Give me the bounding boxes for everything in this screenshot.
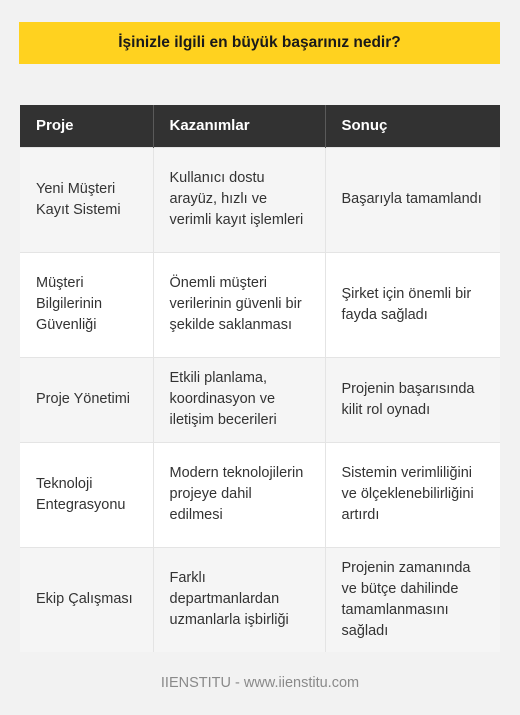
project-cell: Proje Yönetimi xyxy=(20,357,153,442)
table-header-row xyxy=(20,105,500,147)
achievements-table xyxy=(20,105,500,652)
column-header-gains: Kazanımlar xyxy=(153,105,325,147)
result-cell: Projenin zamanında ve bütçe dahilinde tamamlanmasını sağladı xyxy=(325,547,500,652)
project-cell: Ekip Çalışması xyxy=(20,547,153,652)
table-row xyxy=(20,547,500,652)
gains-cell: Önemli müşteri verilerinin güvenli bir şekilde saklanması xyxy=(153,252,325,357)
achievements-table-container xyxy=(20,105,500,652)
table-row xyxy=(20,147,500,252)
gains-cell: Modern teknolojilerin projeye dahil edilmesi xyxy=(153,442,325,547)
result-cell: Sistemin verimliliğini ve ölçeklenebilirliğini artırdı xyxy=(325,442,500,547)
gains-cell: Farklı departmanlardan uzmanlarla işbirliği xyxy=(153,547,325,652)
project-cell: Müşteri Bilgilerinin Güvenliği xyxy=(20,252,153,357)
result-cell: Şirket için önemli bir fayda sağladı xyxy=(325,252,500,357)
question-title: İşinizle ilgili en büyük başarınız nedir? xyxy=(118,34,401,51)
table-row xyxy=(20,357,500,442)
column-header-project: Proje xyxy=(20,105,153,147)
gains-cell: Kullanıcı dostu arayüz, hızlı ve verimli kayıt işlemleri xyxy=(153,147,325,252)
result-cell: Başarıyla tamamlandı xyxy=(325,147,500,252)
project-cell: Yeni Müşteri Kayıt Sistemi xyxy=(20,147,153,252)
footer-credit: IIENSTITU - www.iienstitu.com xyxy=(160,675,360,691)
table-row xyxy=(20,252,500,357)
question-banner xyxy=(19,22,500,64)
gains-cell: Etkili planlama, koordinasyon ve iletişim becerileri xyxy=(153,357,325,442)
result-cell: Projenin başarısında kilit rol oynadı xyxy=(325,357,500,442)
column-header-result: Sonuç xyxy=(325,105,500,147)
project-cell: Teknoloji Entegrasyonu xyxy=(20,442,153,547)
table-row xyxy=(20,442,500,547)
